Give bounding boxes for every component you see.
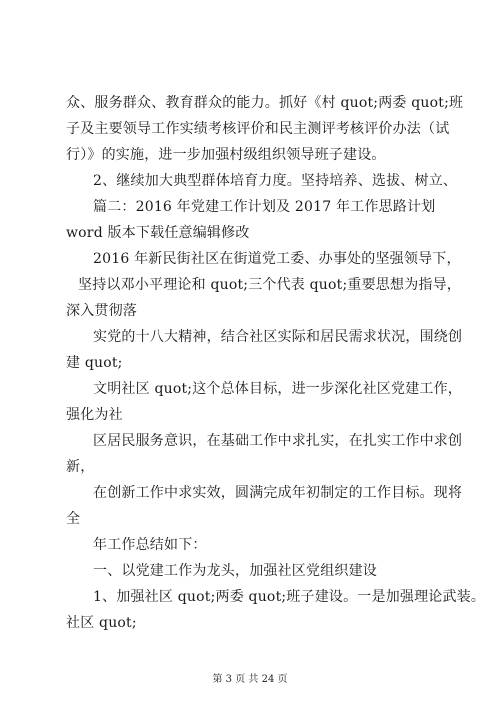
body-line-9: 深入贯彻落 xyxy=(66,303,137,319)
body-line-20: 1、加强社区 quot;两委 quot;班子建设。一是加强理论武装。 xyxy=(93,589,486,605)
body-line-13: 强化为社 xyxy=(66,407,123,423)
body-line-4: 2、继续加大典型群体培育力度。坚持培养、选拔、树立、 xyxy=(93,173,458,189)
body-line-11: 建 quot; xyxy=(66,355,123,371)
body-line-21: 社区 quot; xyxy=(66,615,137,631)
body-line-3: 行）》的实施，进一步加强村级组织领导班子建设。 xyxy=(66,147,386,163)
body-line-12: 文明社区 quot;这个总体目标，进一步深化社区党建工作， xyxy=(93,381,462,397)
body-line-10: 实党的十八大精神，结合社区实际和居民需求状况，围绕创 xyxy=(93,329,463,345)
body-line-2: 子及主要领导工作实绩考核评价和民主测评考核评价办法（试 xyxy=(66,121,450,137)
body-line-1: 众、服务群众、教育群众的能力。抓好《村 quot;两委 quot;班 xyxy=(66,95,464,111)
page-number-footer: 第 3 页 共 24 页 xyxy=(212,674,288,685)
body-line-18: 年工作总结如下： xyxy=(93,537,207,553)
body-line-8: 坚持以邓小平理论和 quot;三个代表 quot;重要思想为指导， xyxy=(78,277,461,293)
body-line-17: 全 xyxy=(66,511,81,527)
body-line-7: 2016 年新民街社区在街道党工委、办事处的坚强领导下， xyxy=(93,251,461,267)
body-line-6: word 版本下载任意编辑修改 xyxy=(66,225,250,241)
section-subheading-line: 一、以党建工作为龙头，加强社区党组织建设 xyxy=(93,563,377,579)
body-line-14: 区居民服务意识，在基础工作中求扎实，在扎实工作中求创 xyxy=(93,433,463,449)
body-line-15: 新， xyxy=(66,459,95,475)
section-heading-line: 篇二：2016 年党建工作计划及 2017 年工作思路计划 xyxy=(93,199,436,215)
body-line-16: 在创新工作中求实效，圆满完成年初制定的工作目标。现将 xyxy=(93,485,463,501)
